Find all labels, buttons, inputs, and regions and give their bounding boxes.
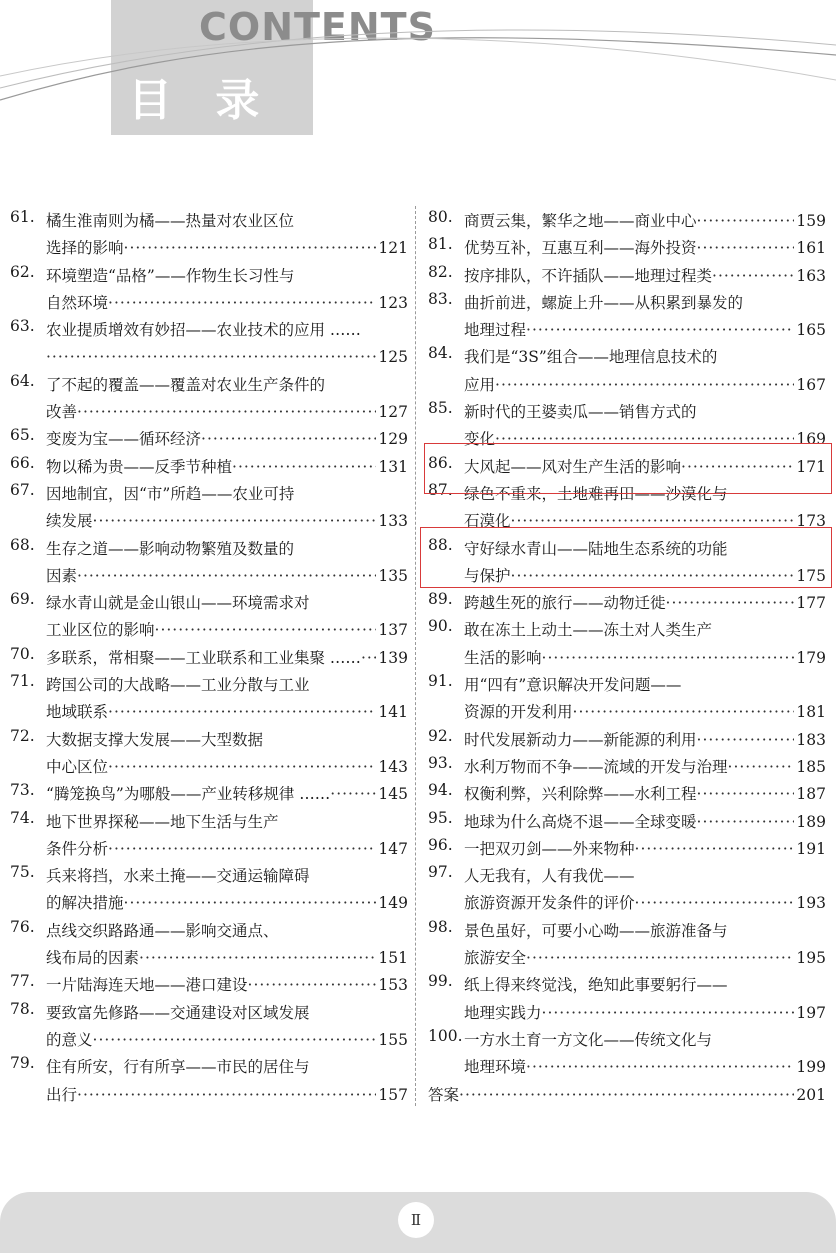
toc-entry: [428, 863, 826, 918]
toc-entry-title: 应用: [464, 375, 496, 394]
dot-leader: [495, 372, 794, 399]
dot-leader: [77, 563, 376, 590]
toc-entry: [10, 672, 408, 727]
toc-entry-page: 133: [378, 512, 408, 531]
toc-entry-title: 地域联系: [46, 703, 109, 722]
toc-entry-number: 98.: [428, 917, 453, 936]
toc-entry-number: 80.: [428, 208, 453, 226]
toc-entry: [10, 590, 408, 645]
toc-entry-number: 76.: [10, 917, 35, 936]
dot-leader: [155, 617, 377, 644]
toc-entry-page: 163: [796, 266, 826, 285]
dot-leader: [542, 645, 795, 672]
dot-leader: [666, 590, 795, 617]
toc-entry-number: 61.: [10, 208, 35, 226]
toc-entry-number: 70.: [10, 644, 35, 663]
toc-entry-number: 71.: [10, 672, 35, 691]
toc-entry-title: 权衡利弊，兴利除弊——水利工程: [464, 785, 697, 804]
toc-entry: [10, 1000, 408, 1055]
toc-entry: [428, 290, 826, 345]
toc-entry-title: 我们是“3S”组合——地理信息技术的: [464, 348, 718, 367]
toc-entry-page: 149: [378, 894, 408, 913]
toc-entry: [428, 1082, 826, 1109]
toc-entry-title: 纸上得来终觉浅，绝知此事要躬行——: [464, 976, 728, 995]
toc-entry-title: “腾笼换鸟”为哪般——产业转移规律 ……: [46, 785, 331, 804]
toc-entry: [428, 836, 826, 863]
toc-entry: [428, 972, 826, 1027]
toc-entry-title: 住有所安，行有所享——市民的居住与: [46, 1058, 310, 1077]
toc-entry: [10, 727, 408, 782]
toc-entry-number: 68.: [10, 535, 35, 554]
toc-entry-number: 85.: [428, 399, 453, 418]
toc-entry-number: 65.: [10, 426, 35, 445]
toc-entry: [428, 590, 826, 617]
toc-entry: [10, 208, 408, 263]
toc-entry-number: 73.: [10, 781, 35, 800]
toc-entry-number: 92.: [428, 726, 453, 745]
toc-entry: [10, 781, 408, 808]
toc-entry-page: 145: [378, 785, 408, 804]
header-title-en: CONTENTS: [199, 5, 436, 49]
toc-entry-page: 131: [378, 457, 408, 476]
toc-entry-title: 水利万物而不争——流域的开发与治理: [464, 757, 728, 776]
dot-leader: [635, 836, 795, 863]
toc-entry: [428, 918, 826, 973]
toc-entry-title: 中心区位: [46, 757, 109, 776]
dot-leader: [93, 1027, 377, 1054]
toc-entry-number: 86.: [428, 453, 453, 472]
toc-entry-page: 173: [796, 512, 826, 531]
toc-entry-page: 187: [796, 785, 826, 804]
dot-leader: [361, 645, 376, 672]
toc-entry-number: 99.: [428, 972, 453, 991]
toc-entry-title: 地理环境: [464, 1058, 527, 1077]
toc-entry-number: 89.: [428, 590, 453, 609]
toc-entry-title: 的意义: [46, 1030, 93, 1049]
toc-entry-page: 135: [378, 566, 408, 585]
toc-entry-page: 169: [796, 430, 826, 449]
toc-entry-number: 74.: [10, 808, 35, 827]
toc-entry-title: 跨国公司的大战略——工业分散与工业: [46, 676, 310, 695]
dot-leader: [526, 945, 794, 972]
toc-entry: [428, 344, 826, 399]
toc-entry-page: 139: [378, 648, 408, 667]
toc-entry-title: 大数据支撑大发展——大型数据: [46, 730, 264, 749]
toc-entry-number: 90.: [428, 617, 453, 636]
toc-entry: [428, 672, 826, 727]
toc-entry-title: 商贾云集，繁华之地——商业中心: [464, 212, 697, 230]
toc-entry-page: 193: [796, 894, 826, 913]
toc-entry-number: 69.: [10, 590, 35, 609]
toc-entry-number: 75.: [10, 863, 35, 882]
toc-entry-page: 181: [796, 703, 826, 722]
dot-leader: [139, 945, 376, 972]
toc-entry-page: 147: [378, 839, 408, 858]
toc-entry-title: 旅游安全: [464, 949, 527, 968]
dot-leader: [573, 699, 795, 726]
dot-leader: [108, 290, 376, 317]
toc-entry-title: 与保护: [464, 566, 511, 585]
toc-entry: [10, 809, 408, 864]
toc-entry: [428, 208, 826, 235]
dot-leader: [526, 1054, 794, 1081]
toc-entry-title: 续发展: [46, 512, 93, 531]
toc-entry-title: 线布局的因素: [46, 949, 140, 968]
dot-leader: [728, 754, 795, 781]
toc-entry: [10, 645, 408, 672]
toc-entry-number: 91.: [428, 672, 453, 691]
toc-entry: [10, 481, 408, 536]
dot-leader: [542, 1000, 795, 1027]
toc-entry-title: 自然环境: [46, 293, 109, 312]
toc-entry-number: 79.: [10, 1054, 35, 1073]
toc-entry-title: 新时代的王婆卖瓜——销售方式的: [464, 403, 697, 422]
dot-leader: [697, 781, 795, 808]
toc-entry: [10, 263, 408, 318]
toc-entry-page: 201: [796, 1085, 826, 1104]
toc-entry: [428, 235, 826, 262]
toc-entry-title: 一片陆海连天地——港口建设: [46, 976, 248, 995]
toc-entry: [10, 317, 408, 372]
toc-entry-title: 旅游资源开发条件的评价: [464, 894, 635, 913]
toc-entry-title: 答案: [428, 1085, 460, 1104]
toc-entry-number: 87.: [428, 480, 453, 499]
toc-entry-page: 197: [796, 1003, 826, 1022]
dot-leader: [712, 263, 794, 290]
toc-entry-page: 155: [378, 1030, 408, 1049]
toc-entry-page: 125: [378, 348, 408, 367]
toc-entry-page: 137: [378, 621, 408, 640]
toc-entry-title: 守好绿水青山——陆地生态系统的功能: [464, 539, 728, 558]
toc-entry-page: 141: [378, 703, 408, 722]
dot-leader: [201, 426, 376, 453]
page-number: Ⅱ: [398, 1202, 434, 1238]
toc-entry-title: 地理实践力: [464, 1003, 542, 1022]
toc-entry: [428, 617, 826, 672]
toc-entry-page: 199: [796, 1058, 826, 1077]
toc-entry-page: 165: [796, 321, 826, 340]
toc-entry: [428, 263, 826, 290]
toc-entry: [10, 863, 408, 918]
toc-entry: [10, 1054, 408, 1109]
dot-leader: [108, 836, 376, 863]
toc-entry-number: 83.: [428, 289, 453, 308]
toc-left-column: [10, 208, 408, 1109]
toc-entry-number: 88.: [428, 535, 453, 554]
toc-entry-title: 生活的影响: [464, 648, 542, 667]
toc-entry-title: 地下世界探秘——地下生活与生产: [46, 812, 279, 831]
dot-leader: [697, 727, 795, 754]
toc-entry-title: 大风起——风对生产生活的影响: [464, 457, 682, 476]
dot-leader: [46, 344, 376, 371]
dot-leader: [77, 1082, 376, 1109]
toc-entry-title: 兵来将挡，水来土掩——交通运输障碍: [46, 867, 310, 886]
toc-entry: [10, 426, 408, 453]
dot-leader: [248, 972, 377, 999]
toc-entry-title: 生存之道——影响动物繁殖及数量的: [46, 539, 295, 558]
highlight-box-86: [424, 443, 832, 494]
toc-entry: [428, 1027, 826, 1082]
toc-entry: [10, 454, 408, 481]
toc-entry-title: 用“四有”意识解决开发问题——: [464, 676, 682, 695]
toc-entry-page: 171: [796, 457, 826, 476]
dot-leader: [93, 508, 377, 535]
toc-entry-title: 石漠化: [464, 512, 511, 531]
toc-entry-page: 153: [378, 976, 408, 995]
toc-entry-title: 了不起的覆盖——覆盖对农业生产条件的: [46, 375, 326, 394]
toc-entry-number: 63.: [10, 317, 35, 336]
toc-entry-number: 96.: [428, 835, 453, 854]
dot-leader: [108, 754, 376, 781]
toc-entry-page: 157: [378, 1085, 408, 1104]
toc-entry-title: 因素: [46, 566, 78, 585]
toc-entry-number: 77.: [10, 972, 35, 991]
toc-entry-number: 82.: [428, 262, 453, 281]
highlight-box-88: [420, 527, 832, 588]
toc-entry-title: 敢在冻土上动土——冻土对人类生产: [464, 621, 713, 640]
toc-entry-number: 81.: [428, 235, 453, 254]
toc-entry-page: 177: [796, 594, 826, 613]
toc-entry-title: 选择的影响: [46, 239, 124, 258]
toc-right-column: [428, 208, 826, 1109]
toc-entry-title: 跨越生死的旅行——动物迁徙: [464, 594, 666, 613]
toc-entry: [428, 781, 826, 808]
dot-leader: [697, 235, 795, 262]
toc-entry-page: 167: [796, 375, 826, 394]
toc-entry-page: 161: [796, 239, 826, 258]
toc-entry-title: 物以稀为贵——反季节种植: [46, 457, 233, 476]
toc-entry-page: 175: [796, 566, 826, 585]
toc-entry-title: 绿色不重来，土地难再田——沙漠化与: [464, 484, 728, 503]
dot-leader: [124, 890, 377, 917]
toc-entry: [10, 918, 408, 973]
toc-entry-title: 一把双刃剑——外来物种: [464, 839, 635, 858]
toc-entry: [428, 754, 826, 781]
toc-entry-page: 183: [796, 730, 826, 749]
toc-entry-page: 151: [378, 949, 408, 968]
dot-leader: [526, 317, 794, 344]
toc-entry-title: 优势互补，互惠互利——海外投资: [464, 239, 697, 258]
toc-entry-number: 84.: [428, 344, 453, 363]
toc-entry-title: 橘生淮南则为橘——热量对农业区位: [46, 212, 295, 230]
toc-entry-page: 143: [378, 757, 408, 776]
toc-entry-page: 129: [378, 430, 408, 449]
dot-leader: [330, 781, 376, 808]
toc-entry-number: 78.: [10, 999, 35, 1018]
toc-entry-title: 一方水土育一方文化——传统文化与: [464, 1030, 713, 1049]
toc-entry-number: 95.: [428, 808, 453, 827]
toc-entry-page: 185: [796, 757, 826, 776]
toc-entry-title: 环境塑造“品格”——作物生长习性与: [46, 266, 295, 285]
dot-leader: [232, 454, 376, 481]
toc-entry-title: 按序排队，不许插队——地理过程类: [464, 266, 713, 285]
toc-entry: [428, 727, 826, 754]
toc-entry-number: 67.: [10, 480, 35, 499]
toc-entry-number: 97.: [428, 863, 453, 882]
toc-entry: [428, 809, 826, 836]
toc-entry-page: 191: [796, 839, 826, 858]
toc-entry-title: 农业提质增效有妙招——农业技术的应用 ……: [46, 321, 361, 340]
toc-entry-title: 的解决措施: [46, 894, 124, 913]
toc-entry-number: 100.: [428, 1026, 463, 1045]
header-decorative-curves: [0, 0, 836, 150]
toc-entry-title: 地理过程: [464, 321, 527, 340]
toc-entry-page: 189: [796, 812, 826, 831]
toc-entry-title: 出行: [46, 1085, 78, 1104]
toc-entry-title: 多联系，常相聚——工业联系和工业集聚 ……: [46, 648, 361, 667]
toc-entry-title: 资源的开发利用: [464, 703, 573, 722]
toc-entry-number: 64.: [10, 371, 35, 390]
toc-entry-number: 62.: [10, 262, 35, 281]
toc-entry-title: 绿水青山就是金山银山——环境需求对: [46, 594, 310, 613]
toc-entry-number: 94.: [428, 781, 453, 800]
toc-entry-page: 179: [796, 648, 826, 667]
toc-entry-page: 123: [378, 293, 408, 312]
dot-leader: [108, 699, 376, 726]
dot-leader: [697, 208, 795, 235]
toc-entry-title: 条件分析: [46, 839, 109, 858]
dot-leader: [124, 235, 377, 262]
toc-entry-title: 因地制宜，因“市”所趋——农业可持: [46, 484, 295, 503]
column-divider: [415, 206, 416, 1106]
toc-entry-page: 159: [796, 212, 826, 230]
toc-entry: [10, 372, 408, 427]
dot-leader: [459, 1082, 794, 1109]
toc-entry-title: 地球为什么高烧不退——全球变暖: [464, 812, 697, 831]
toc-entry-title: 景色虽好，可要小心呦——旅游准备与: [464, 921, 728, 940]
toc-entry-title: 时代发展新动力——新能源的利用: [464, 730, 697, 749]
toc-entry-title: 改善: [46, 403, 78, 422]
dot-leader: [635, 890, 795, 917]
toc-entry: [10, 536, 408, 591]
toc-entry-title: 变化: [464, 430, 496, 449]
toc-entry-title: 人无我有，人有我优——: [464, 867, 635, 886]
toc-entry-page: 195: [796, 949, 826, 968]
toc-entry: [10, 972, 408, 999]
toc-entry-title: 点线交织路路通——影响交通点、: [46, 921, 279, 940]
toc-entry-title: 工业区位的影响: [46, 621, 155, 640]
toc-entry-number: 66.: [10, 453, 35, 472]
dot-leader: [697, 809, 795, 836]
dot-leader: [77, 399, 376, 426]
toc-entry-number: 93.: [428, 753, 453, 772]
toc-entry-page: 127: [378, 403, 408, 422]
toc-entry-page: 121: [378, 239, 408, 258]
toc-entry-title: 变废为宝——循环经济: [46, 430, 202, 449]
toc-entry-number: 72.: [10, 726, 35, 745]
toc-entry-title: 曲折前进，螺旋上升——从积累到暴发的: [464, 293, 744, 312]
header-title-cn: 目 录: [128, 75, 274, 126]
toc-entry-title: 要致富先修路——交通建设对区域发展: [46, 1003, 310, 1022]
